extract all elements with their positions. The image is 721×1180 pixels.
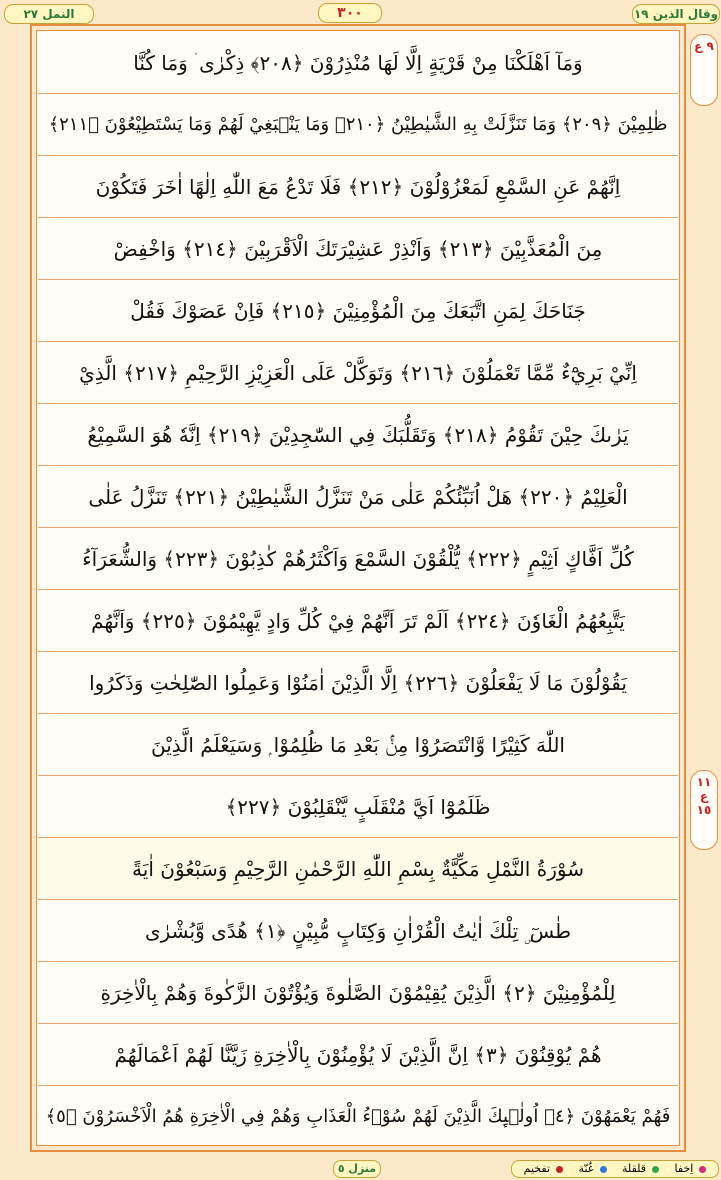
manzil-label: منزل ٥ [333, 1160, 381, 1178]
legend-ikhfa [672, 1162, 710, 1175]
text-line-12: اللّٰهَ كَثِيْرًا وَّانْتَصَرُوْا مِنْۢ بَعْدِ مَا ظُلِمُوْا ۭ وَسَيَعْلَمُ الَّذِيْنَ [38, 714, 678, 776]
legend-ghunna-dot [600, 1166, 607, 1173]
text-line-3: اِنَّهُمْ عَنِ السَّمْعِ لَمَعْزُوْلُوْنَ ﴿٢١٢﴾ فَلَا تَدْعُ مَعَ اللّٰهِ اِلٰهًا اٰخَرَ فَتَكُوْنَ [38, 156, 678, 218]
header-juz-label: وقال الذين ١٩ [632, 4, 720, 24]
tajweed-legend [511, 1160, 719, 1178]
text-line-8: الْعَلِيْمُ ﴿٢٢٠﴾ هَلْ اُنَبِّئُكُمْ عَلٰى مَنْ تَنَزَّلُ الشَّيٰطِيْنُ ﴿٢٢١﴾ تَنَزَّلُ عَلٰى [38, 466, 678, 528]
legend-tafkheem-label: تفخیم [523, 1162, 551, 1175]
text-line-10: يَتَّبِعُهُمُ الْغَاوٗنَ ﴿٢٢٤﴾ اَلَمْ تَرَ اَنَّهُمْ فِيْ كُلِّ وَادٍ يَّهِيْمُوْنَ ﴿٢٢٥﴾ وَاَنَّهُمْ [38, 590, 678, 652]
legend-ikhfa-dot [699, 1166, 706, 1173]
text-line-15: طٰسٓ ۣ تِلْكَ اٰيٰتُ الْقُرْاٰنِ وَكِتَابٍ مُّبِيْنٍ ﴿١﴾ هُدًى وَّبُشْرٰى [38, 900, 678, 962]
text-line-13: ظَلَمُوْٓا اَيَّ مُنْقَلَبٍ يَّنْقَلِبُوْنَ ﴿٢٢٧﴾ [38, 776, 678, 838]
legend-qalqala-label: قلقلة [622, 1162, 647, 1175]
legend-ikhfa-label: اِخفا [674, 1162, 694, 1175]
text-line-16: لِلْمُؤْمِنِيْنَ ﴿٢﴾ الَّذِيْنَ يُقِيْمُوْنَ الصَّلٰوةَ وَيُؤْتُوْنَ الزَّكٰوةَ وَهُمْ بِالْاٰخِرَةِ [38, 962, 678, 1024]
ruku-marker-middle: ١١ ع ١٥ [690, 770, 718, 850]
legend-ghunna [576, 1162, 610, 1175]
text-line-5: جَنَاحَكَ لِمَنِ اتَّبَعَكَ مِنَ الْمُؤْمِنِيْنَ ﴿٢١٥﴾ فَاِنْ عَصَوْكَ فَقُلْ [38, 280, 678, 342]
text-line-17: هُمْ يُوْقِنُوْنَ ﴿٣﴾ اِنَّ الَّذِيْنَ لَا يُؤْمِنُوْنَ بِالْاٰخِرَةِ زَيَّنَّا لَهُمْ اَعْمَالَهُمْ [38, 1024, 678, 1086]
header-surah-label: النمل ٢٧ [4, 4, 94, 24]
text-line-7: يَرٰىكَ حِيْنَ تَقُوْمُ ﴿٢١٨﴾ وَتَقَلُّبَكَ فِي السّٰجِدِيْنَ ﴿٢١٩﴾ اِنَّهٗ هُوَ السَّمِيْعُ [38, 404, 678, 466]
legend-ghunna-label: غُنّة [578, 1162, 594, 1175]
text-line-11: يَقُوْلُوْنَ مَا لَا يَفْعَلُوْنَ ﴿٢٢٦﴾ اِلَّا الَّذِيْنَ اٰمَنُوْا وَعَمِلُوا الصّٰلِحٰتِ وَذَكَرُوا [38, 652, 678, 714]
legend-tafkheem [521, 1162, 566, 1175]
text-line-2: ظٰلِمِيْنَ ﴿٢٠٩﴾ وَمَا تَنَزَّلَتْ بِهِ الشَّيٰطِيْنُ ﴿٢١٠﴾ وَمَا يَنْۢبَغِيْ لَهُمْ وَمَا يَسْتَطِيْعُوْنَ ﴿٢١١﴾ [38, 94, 678, 156]
page-number: ٣٠٠ [318, 3, 382, 23]
ruku-marker-top: ٩ ع [690, 34, 718, 106]
surah-heading: سُوْرَةُ النَّمْلِ مَكِّيَّةٌ بِسْمِ اللّٰهِ الرَّحْمٰنِ الرَّحِيْمِ وَسَبْعُوْنَ اٰيَةً [38, 838, 678, 900]
legend-qalqala [619, 1162, 662, 1175]
text-line-18: فَهُمْ يَعْمَهُوْنَ ﴿٤﴾ اُولٰۗىِٕكَ الَّذِيْنَ لَهُمْ سُوْۗءُ الْعَذَابِ وَهُمْ فِي الْاٰخِرَةِ هُمُ الْاَخْسَرُوْنَ ﴿٥﴾ [45, 1106, 671, 1127]
legend-tafkheem-dot [556, 1166, 563, 1173]
text-line-1: وَمَآ اَهْلَكْنَا مِنْ قَرْيَةٍ اِلَّا لَهَا مُنْذِرُوْنَ ﴿٢٠٨﴾ ذِكْرٰى ۛ وَمَا كُنَّا [38, 32, 678, 94]
text-line-4: مِنَ الْمُعَذَّبِيْنَ ﴿٢١٣﴾ وَاَنْذِرْ عَشِيْرَتَكَ الْاَقْرَبِيْنَ ﴿٢١٤﴾ وَاخْفِضْ [38, 218, 678, 280]
legend-qalqala-dot [652, 1166, 659, 1173]
text-line-9: كُلِّ اَفَّاكٍ اَثِيْمٍ ﴿٢٢٢﴾ يُّلْقُوْنَ السَّمْعَ وَاَكْثَرُهُمْ كٰذِبُوْنَ ﴿٢٢٣﴾ وَالشُّعَرَآءُ [38, 528, 678, 590]
text-line-6: اِنِّيْ بَرِيْٓءٌ مِّمَّا تَعْمَلُوْنَ ﴿٢١٦﴾ وَتَوَكَّلْ عَلَى الْعَزِيْزِ الرَّحِيْمِ ﴿٢١٧﴾ الَّذِيْ [38, 342, 678, 404]
